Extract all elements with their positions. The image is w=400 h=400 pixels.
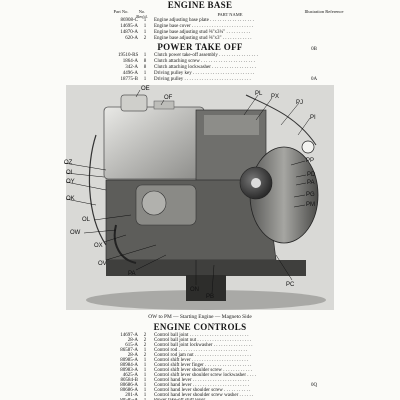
illustration-caption: OW to PM — Starting Engine — Magneto Side <box>148 314 252 320</box>
quantity: 1 <box>143 373 147 378</box>
quantity: 2 <box>143 333 147 338</box>
quantity: 2 <box>143 353 147 358</box>
label-ol: OL <box>82 217 91 223</box>
label-oe: OE <box>141 86 150 92</box>
label-pg: PG <box>306 192 315 198</box>
part-description: Control hand lever shoulder screw . . . . . . . . . . . <box>154 388 251 393</box>
part-description: Control ball joint nut . . . . . . . . . . . . . . . . . . . . . . <box>154 338 252 343</box>
quantity: 1 <box>143 71 147 76</box>
part-description: Driving pulley . . . . . . . . . . . . . . . . . . . . . . . . . . . <box>154 77 251 82</box>
section-title-engine-base: ENGINE BASE <box>167 0 233 10</box>
part-description: Control rod . . . . . . . . . . . . . . . . . . . . . . . . . . . . <box>154 348 248 353</box>
part-description: Engine base adjusting stud ⅜"x3¼" . . . . . . . . . . <box>154 30 251 35</box>
quantity: 1 <box>143 53 147 58</box>
label-pp: PP <box>306 158 315 164</box>
fuel-tank <box>104 107 204 179</box>
label-oz: OZ <box>64 160 73 166</box>
label-px: PX <box>271 94 280 100</box>
part-description: Clutch power take-off assembly . . . . . . . . . . . . . . . . <box>154 53 258 58</box>
label-pc: PC <box>286 282 295 288</box>
part-number: 80983-A <box>120 368 138 373</box>
part-description: Clutch attaching lockwasher . . . . . . . . . . . . . . . . . . <box>154 65 256 70</box>
quantity: 8 <box>143 59 147 64</box>
quantity: 2 <box>143 36 147 41</box>
quantity: 1 <box>143 388 147 393</box>
part-number: 342-A <box>125 65 138 70</box>
part-description: Control shift lever shoulder screw . . . . . . . . . . . . <box>154 368 253 373</box>
quantity: 1 <box>143 30 147 35</box>
part-description: Control shift lever finger . . . . . . . . . . . . . . . . . . . <box>154 363 252 368</box>
part-description: Engine adjusting base plate . . . . . . . . . . . . . . . . . . <box>154 18 254 23</box>
label-ov: OV <box>98 261 107 267</box>
label-pb: PB <box>206 294 215 300</box>
part-number: 19510-RS <box>118 53 139 58</box>
quantity: 1 <box>143 24 147 29</box>
section-title-engine-controls: ENGINE CONTROLS <box>153 322 247 332</box>
label-ok: OK <box>66 196 75 202</box>
quantity: 1 <box>143 348 147 353</box>
quantity: 1 <box>143 77 147 82</box>
part-number: 201-A <box>125 393 138 398</box>
cylinder-head <box>204 115 259 135</box>
part-description: Control hand lever shoulder screw washer . . . . . . <box>154 393 254 398</box>
label-pm: PM <box>306 202 315 208</box>
part-description: Engine base adjusting stud ⅜"x3" . . . . . . . . . . . . <box>154 36 252 41</box>
quantity: 1 <box>143 363 147 368</box>
engine-photo <box>66 85 334 310</box>
quantity: 1 <box>143 358 147 363</box>
label-of: OF <box>164 95 173 101</box>
engine-illustration <box>66 85 334 310</box>
part-number: 80686-A <box>120 388 138 393</box>
part-number: 4496-A <box>122 71 138 76</box>
fuel-cap <box>121 95 147 111</box>
label-oy: OY <box>66 179 75 185</box>
header-part-no: Part No. <box>113 9 129 14</box>
header-no-req: No. Req'd. <box>136 9 148 19</box>
quantity: 1 <box>143 383 147 388</box>
label-ox: OX <box>94 243 103 249</box>
part-number: 620-A <box>125 36 138 41</box>
part-description: Control hand lever . . . . . . . . . . . . . . . . . . . . . . . <box>154 383 249 388</box>
label-pa-top: PA <box>307 180 315 186</box>
part-number: 14697-A <box>120 333 138 338</box>
label-oi: OI <box>66 170 73 176</box>
quantity: 2 <box>143 338 147 343</box>
label-pl: PL <box>255 91 263 97</box>
section-title-power-take-off: POWER TAKE OFF <box>157 42 243 52</box>
part-description: Control shift lever shoulder screw lockwasher . . . . <box>154 373 257 378</box>
part-number: 14870-A <box>120 30 138 35</box>
part-number: 86587-A <box>120 348 138 353</box>
part-number: 80686-A <box>120 383 138 388</box>
part-description: Control ball joint . . . . . . . . . . . . . . . . . . . . . . . . <box>154 333 249 338</box>
quantity: 1 <box>143 18 147 23</box>
part-description: Engine base cover . . . . . . . . . . . . . . . . . . . . . . . . . <box>154 24 254 29</box>
header-part-name: PART NAME <box>217 12 243 17</box>
part-description: Control ball joint lockwasher . . . . . . . . . . . . . . . . <box>154 343 253 348</box>
part-number: 615-A <box>125 343 138 348</box>
part-number: 80584-B <box>120 378 138 383</box>
part-description: Control hand lever . . . . . . . . . . . . . . . . . . . . . . . <box>154 378 249 383</box>
quantity: 1 <box>143 368 147 373</box>
part-number: 1864-A <box>122 59 138 64</box>
label-pj: PJ <box>296 100 304 106</box>
part-number: 4625-A <box>122 373 138 378</box>
magneto <box>142 191 166 215</box>
part-number: 28-A <box>127 353 138 358</box>
quantity: 8 <box>143 65 147 70</box>
quantity: 1 <box>143 378 147 383</box>
part-number: 80985-A <box>120 358 138 363</box>
part-number: 28-A <box>127 338 138 343</box>
part-number: 14695-A <box>120 24 138 29</box>
label-pd: PD <box>307 172 316 178</box>
quantity: 1 <box>143 393 147 398</box>
part-description: Control rod jam nut . . . . . . . . . . . . . . . . . . . . . . . <box>154 353 252 358</box>
part-description: Clutch attaching screw . . . . . . . . . . . . . . . . . . . . . . <box>154 59 255 64</box>
pulley-hub <box>251 178 261 188</box>
gauge-icon <box>302 141 314 153</box>
part-number: 86908-C <box>120 18 138 23</box>
label-ow: OW <box>70 230 81 236</box>
label-on: ON <box>190 287 199 293</box>
quantity: 2 <box>143 343 147 348</box>
label-pi: PI <box>310 115 316 121</box>
part-description: Driving pulley key . . . . . . . . . . . . . . . . . . . . . . . . . <box>154 71 255 76</box>
part-description: Control shift lever . . . . . . . . . . . . . . . . . . . . . . . <box>154 358 249 363</box>
label-pa: PA <box>128 271 136 277</box>
table-row <box>118 77 348 83</box>
tank-fitting <box>154 101 174 109</box>
ill-reference: 0Q <box>310 383 318 388</box>
ill-reference: 0B <box>311 47 317 52</box>
part-number: 80984-A <box>120 363 138 368</box>
ill-reference: 0A <box>310 77 318 82</box>
part-number: 18775-B <box>120 77 138 82</box>
header-ill-ref: Illustration Reference <box>304 9 344 14</box>
